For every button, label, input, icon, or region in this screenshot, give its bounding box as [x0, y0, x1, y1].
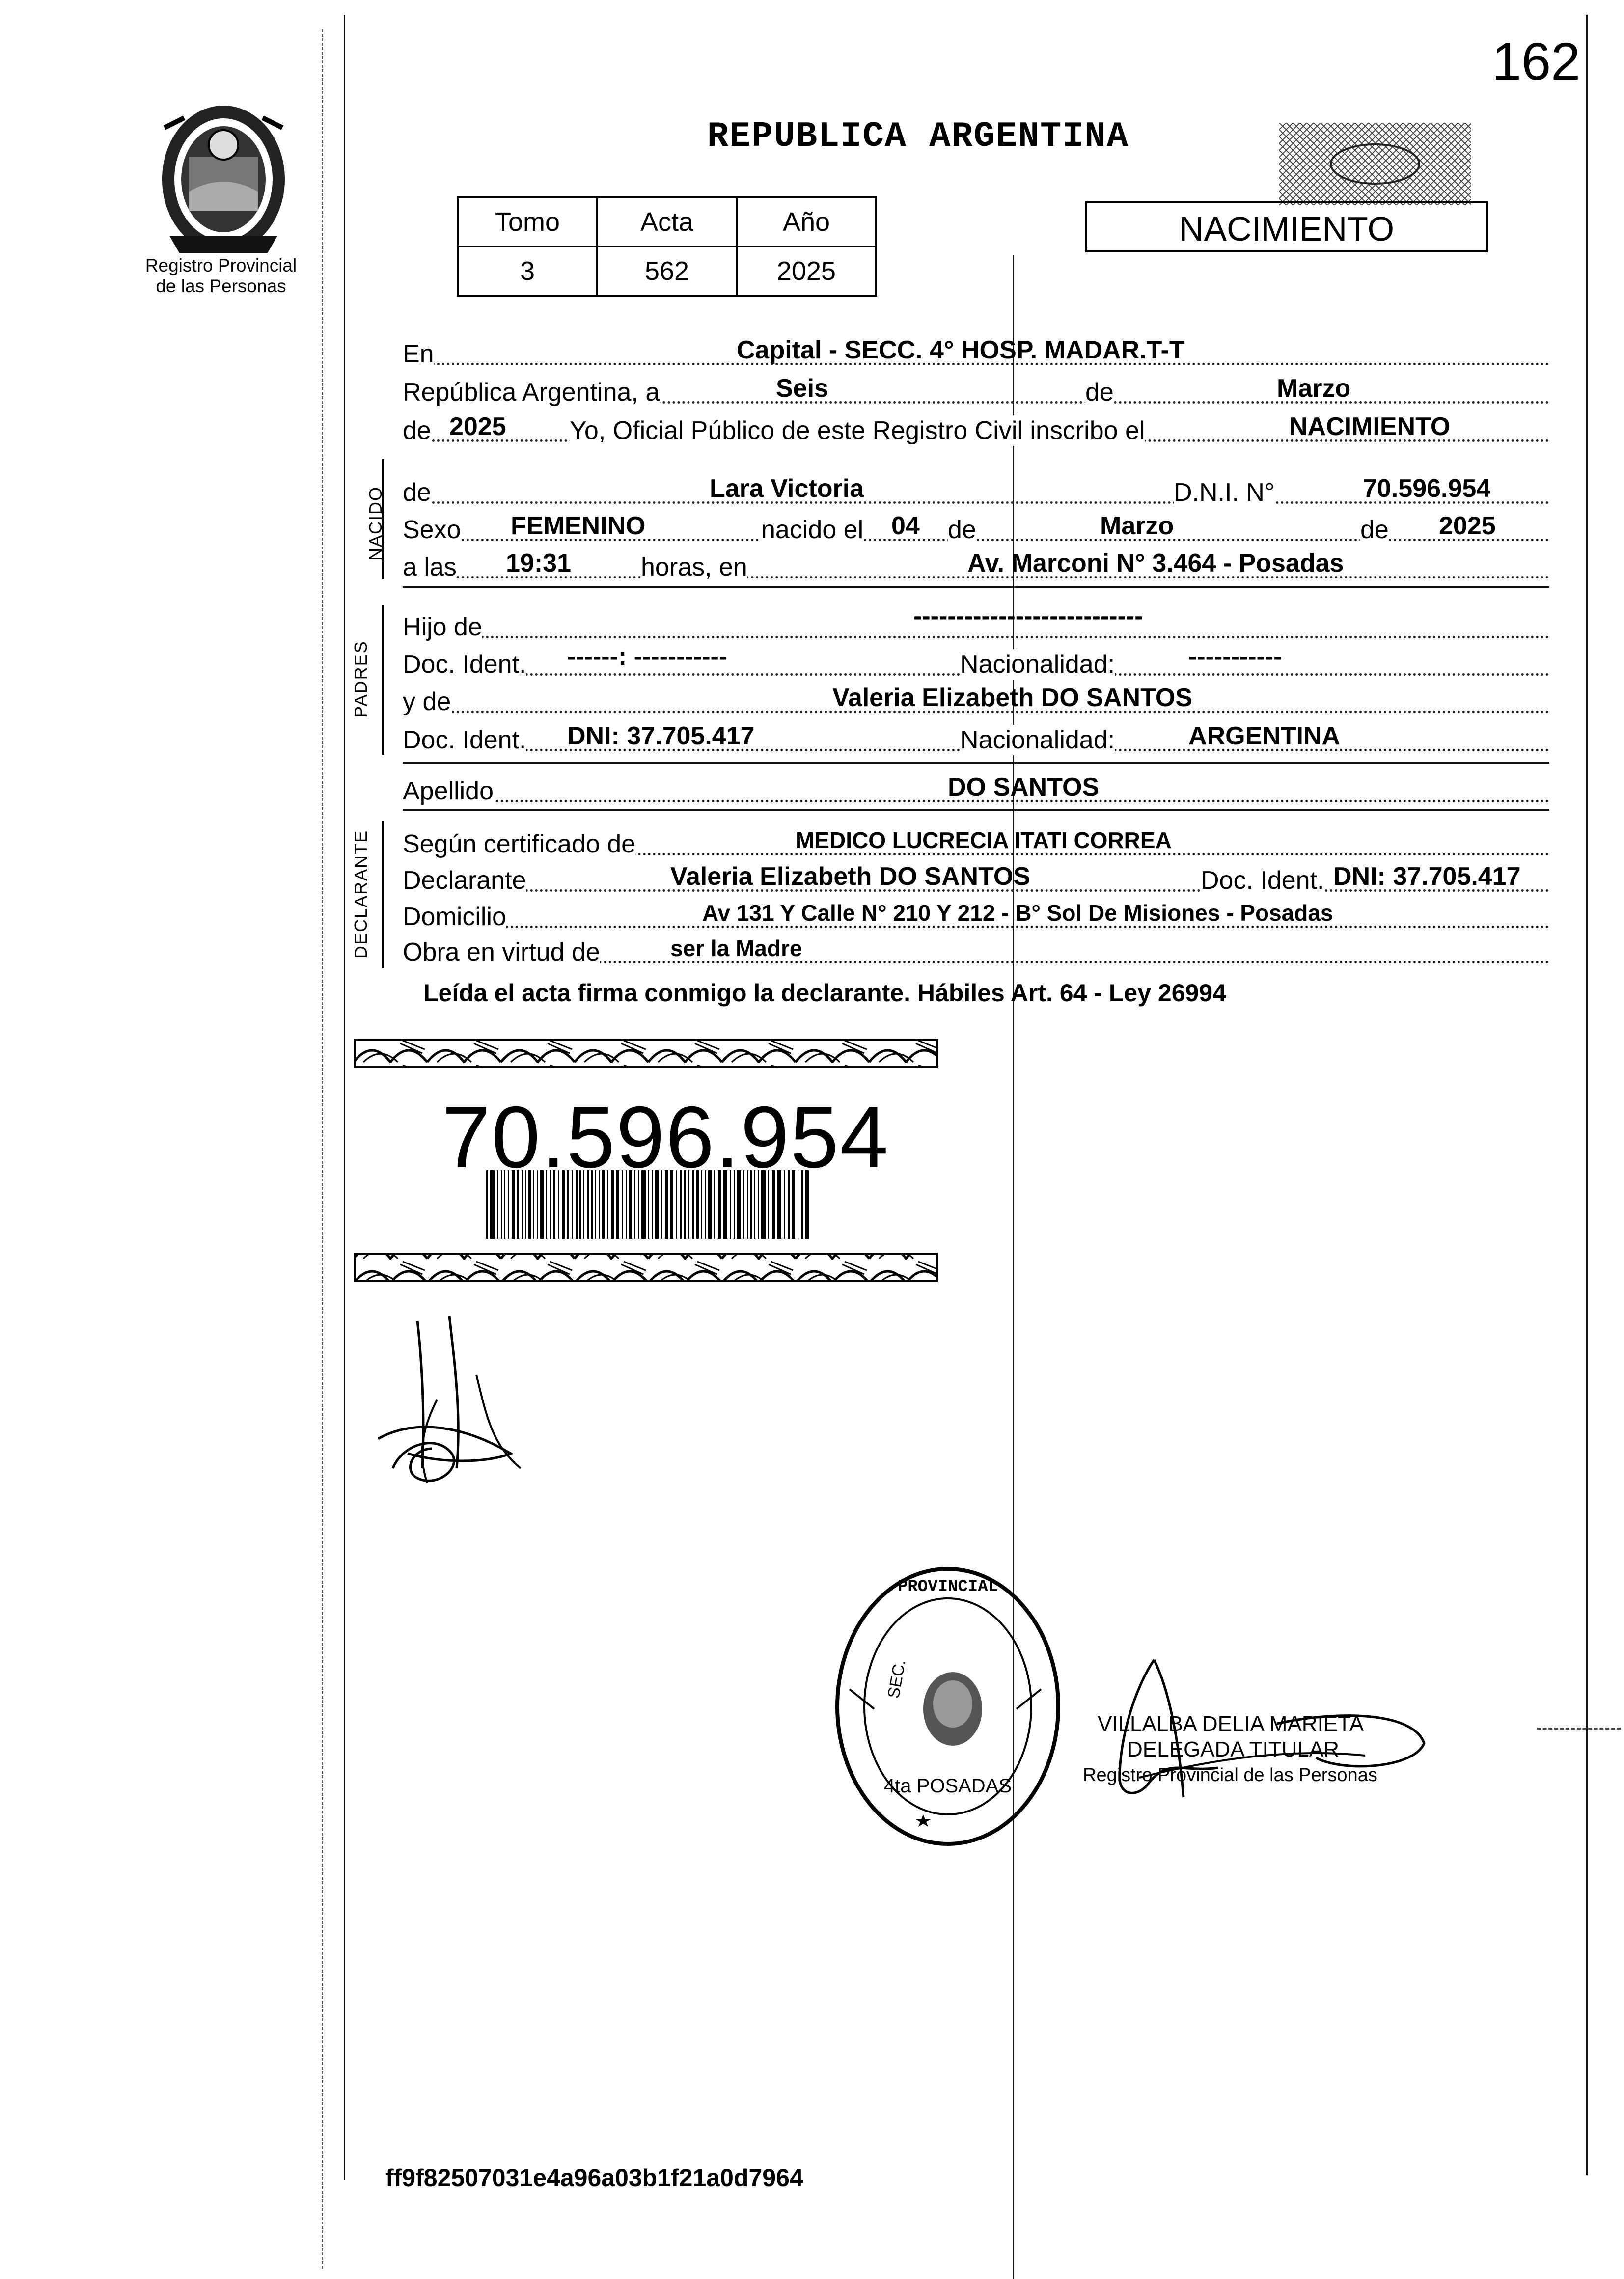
closing-note: Leída el acta firma conmigo la declarante. Hábiles Art. 64 - Ley 26994 [423, 979, 1226, 1007]
svg-text:SEC.: SEC. [884, 1658, 909, 1700]
birth-month-de-label: de [948, 516, 976, 544]
obra-label: Obra en virtud de [403, 938, 600, 966]
official-office: Registro Provincial de las Personas [1083, 1765, 1377, 1785]
acta-header: Acta [597, 197, 737, 247]
official-title: DELEGADA TITULAR [1127, 1737, 1339, 1761]
registry-text: Yo, Oficial Público de este Registro Civil inscribo el [570, 416, 1145, 445]
padres-divider [403, 762, 1549, 764]
father-nationality: ----------- [1188, 642, 1282, 671]
punch-margin-line [322, 29, 323, 2269]
reference-table [457, 196, 877, 297]
birth-time-place-line [403, 547, 1549, 584]
domicilio-value: Av 131 Y Calle N° 210 Y 212 - B° Sol De Misiones - Posadas [702, 900, 1333, 926]
father-name: --------------------------- [913, 602, 1143, 631]
anio-header: Año [737, 197, 876, 247]
edge-marks [1537, 1728, 1621, 1730]
tomo-value: 3 [458, 247, 597, 296]
registry-label-line2: de las Personas [156, 276, 286, 296]
declarant-line [403, 860, 1549, 898]
registry-label-line1: Registro Provincial [145, 255, 297, 275]
month-de-label: de [1085, 378, 1114, 407]
birth-day: 04 [891, 512, 920, 540]
place-line [403, 334, 1549, 371]
child-name: Lara Victoria [710, 474, 864, 503]
right-margin-line [1586, 15, 1588, 2175]
year-de-label: de [403, 416, 431, 445]
mother-doc-label: Doc. Ident. [403, 726, 526, 754]
official-stamp [830, 1562, 1066, 1851]
place-value: Capital - SECC. 4° HOSP. MADAR.T-T [737, 336, 1185, 364]
father-line [403, 602, 1549, 644]
certificado-label: Según certificado de [403, 830, 636, 858]
padres-label: PADRES [351, 640, 371, 718]
sex-birth-line [403, 510, 1549, 547]
declarante-label-text: Declarante [403, 866, 526, 895]
child-dni: 70.596.954 [1363, 474, 1491, 503]
official-block [1083, 1711, 1377, 1788]
domicilio-label: Domicilio [403, 903, 506, 931]
horas-label: horas, en [641, 553, 747, 581]
sexo-value: FEMENINO [511, 512, 646, 540]
acta-value: 562 [597, 247, 737, 296]
father-doc-label: Doc. Ident. [403, 650, 526, 679]
mother-line [403, 682, 1549, 719]
father-doc-line [403, 644, 1549, 682]
y-de-label: y de [403, 687, 451, 716]
page-number: 162 [1492, 31, 1581, 91]
apellido-divider [403, 809, 1549, 811]
apellido-label: Apellido [403, 777, 494, 805]
tomo-header: Tomo [458, 197, 597, 247]
security-watermark [1279, 123, 1471, 205]
certificado-value: MEDICO LUCRECIA ITATI CORREA [796, 827, 1172, 853]
certificate-line [403, 824, 1549, 861]
a-las-label: a las [403, 553, 457, 581]
mother-doc: DNI: 37.705.417 [567, 722, 755, 750]
birth-time: 19:31 [506, 549, 571, 577]
official-name: VILLALBA DELIA MARIETA [1098, 1712, 1364, 1736]
father-nationality-label: Nacionalidad: [960, 650, 1115, 679]
nacido-divider [403, 586, 1549, 588]
nacido-el-label: nacido el [761, 516, 864, 544]
en-label: En [403, 340, 434, 368]
month-value: Marzo [1277, 374, 1351, 403]
declarante-name: Valeria Elizabeth DO SANTOS [670, 862, 1031, 891]
father-doc: ------: ----------- [567, 642, 728, 671]
day-value: Seis [776, 374, 828, 403]
declarant-signature [363, 1306, 540, 1522]
mother-name: Valeria Elizabeth DO SANTOS [832, 684, 1193, 712]
nacido-label: NACIDO [365, 486, 385, 561]
svg-text:4ta POSADAS: 4ta POSADAS [883, 1775, 1012, 1797]
declarante-label: DECLARANTE [351, 829, 371, 959]
surname-line [403, 771, 1549, 808]
mother-doc-line [403, 720, 1549, 757]
registry-logo [155, 98, 292, 260]
anio-value: 2025 [737, 247, 876, 296]
registry-label [118, 255, 324, 297]
declarante-doc-label: Doc. Ident. [1201, 866, 1324, 895]
birth-year: 2025 [1439, 512, 1496, 540]
year-value: 2025 [449, 412, 506, 441]
obra-value: ser la Madre [670, 935, 802, 961]
nacido-de-label: de [403, 478, 431, 507]
declarante-doc: DNI: 37.705.417 [1333, 862, 1521, 891]
reference-table-header-row [458, 197, 876, 247]
declarante-bracket [382, 821, 384, 968]
birth-place: Av. Marconi N° 3.464 - Posadas [967, 549, 1344, 577]
padres-bracket [382, 605, 384, 755]
republic-label: República Argentina, a [403, 378, 660, 407]
surname-value: DO SANTOS [948, 773, 1100, 801]
dni-big-number: 70.596.954 [442, 1088, 889, 1186]
date-line [403, 372, 1549, 410]
act-type-box: NACIMIENTO [1085, 201, 1488, 252]
hijo-de-label: Hijo de [403, 613, 482, 641]
child-name-line [403, 472, 1549, 510]
birth-year-de-label: de [1360, 516, 1389, 544]
country-title: REPUBLICA ARGENTINA [707, 116, 1129, 157]
dni-label: D.N.I. N° [1174, 478, 1275, 507]
svg-text:PROVINCIAL: PROVINCIAL [897, 1578, 998, 1596]
sexo-label: Sexo [403, 516, 461, 544]
mother-nationality: ARGENTINA [1188, 722, 1341, 750]
left-margin-line [344, 15, 345, 2180]
document-hash: ff9f82507031e4a96a03b1f21a0d7964 [385, 2164, 803, 2192]
relationship-line [403, 932, 1549, 969]
event-value: NACIMIENTO [1289, 412, 1451, 441]
birth-month: Marzo [1100, 512, 1174, 540]
reference-table-value-row [458, 247, 876, 296]
registry-line [403, 411, 1549, 448]
address-line [403, 897, 1549, 934]
mother-nationality-label: Nacionalidad: [960, 726, 1115, 754]
